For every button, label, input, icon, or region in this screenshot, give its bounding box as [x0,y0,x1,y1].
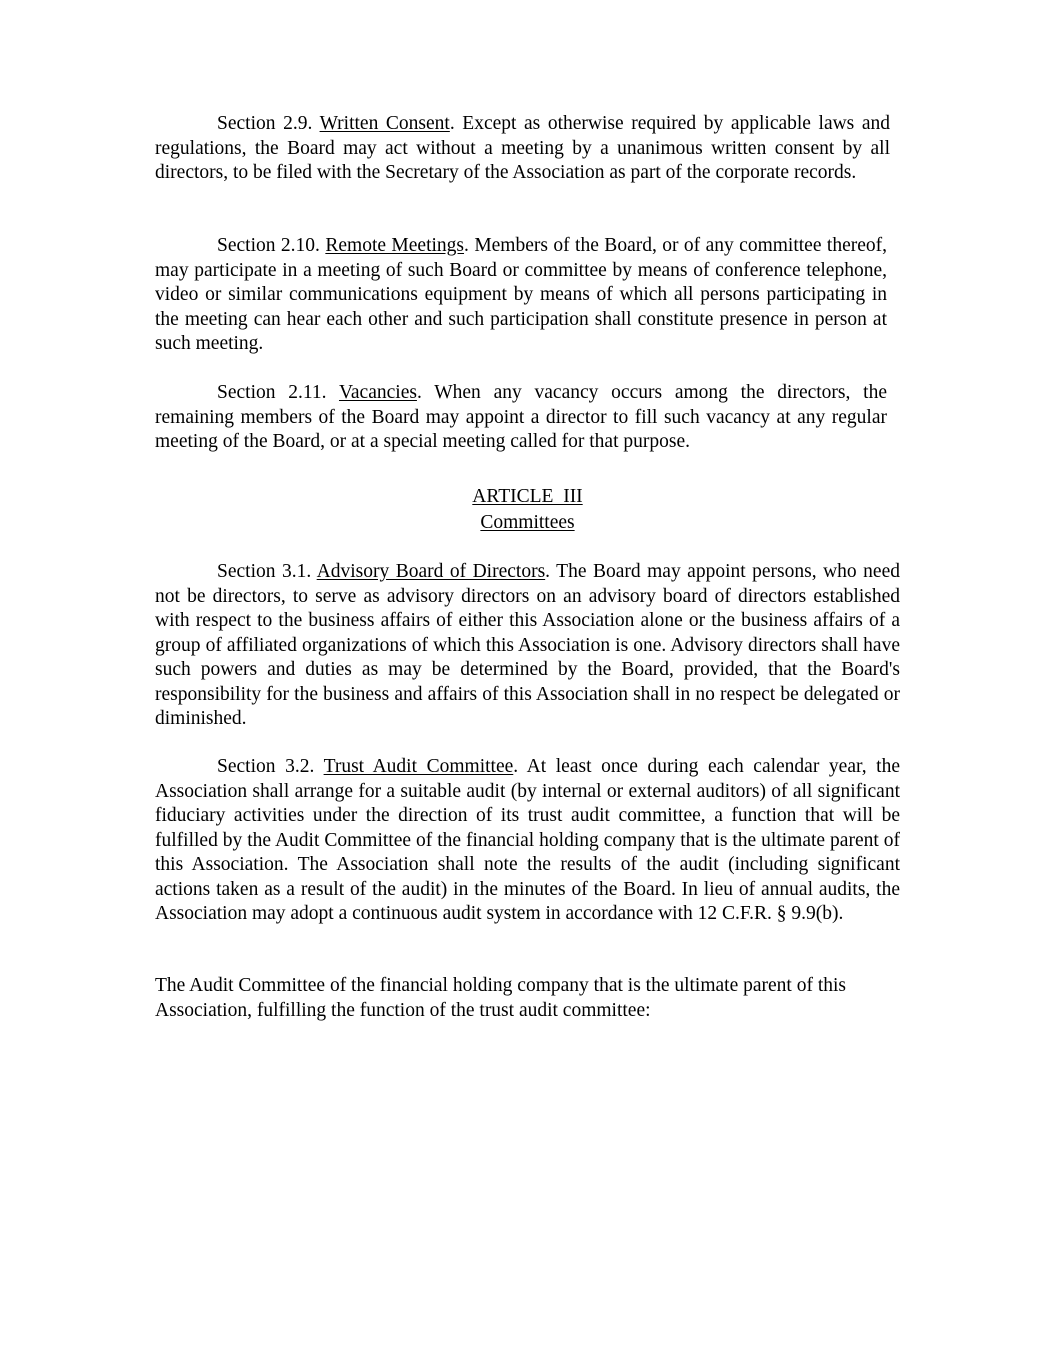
section-3-1-body: . The Board may appoint persons, who need not be directors, to serve as advisory directors on an advisory board of directors established with respect to the business affairs of either this Association alone or the business affairs of a group of affiliated organizations of which this Association is one. Advisory directors shall have such powers and duties as may be determined by the Board, provided, that the Board's responsibility for the business and affairs of this Association shall in no respect be delegated or diminished. [155,561,900,729]
section-3-1-title: Advisory Board of Directors [316,561,546,582]
section-2-10 [155,234,887,357]
article-label-text: ARTICLE III [472,486,583,507]
article-title [0,510,1055,536]
article-title-text: Committees [480,512,575,533]
section-3-2 [155,755,900,927]
section-2-10-number: Section 2.10. [217,235,320,256]
section-3-2-body: . At least once during each calendar year, the Association shall arrange for a suitable audit (by internal or external auditors) of all significant fiduciary activities under the direction of its trust audit committee, a function that will be fulfilled by the Audit Committee of the financial holding company that is the ultimate parent of this Association. The Association shall note the results of the audit (including significant actions taken as a result of the audit) in the minutes of the Board. In lieu of annual audits, the Association may adopt a continuous audit system in accordance with 12 C.F.R. § 9.9(b). [155,756,900,924]
article-label [0,484,1055,510]
section-2-11-body: . When any vacancy occurs among the directors, the remaining members of the Board may appoint a director to fill such vacancy at any regular meeting of the Board, or at a special meeting called for that purpose. [155,382,887,452]
closing-paragraph: The Audit Committee of the financial holding company that is the ultimate parent of this Association, fulfilling the function of the trust audit committee: [155,975,847,1021]
section-2-11-number: Section 2.11. [217,382,327,403]
section-2-9-number: Section 2.9. [217,113,313,134]
section-2-11-title: Vacancies [338,382,417,403]
section-2-9 [155,112,890,186]
section-2-9-title: Written Consent [319,113,450,134]
section-2-10-body: . Members of the Board, or of any committee thereof, may participate in a meeting of such Board or committee by means of conference telephone, video or similar communications equipment by means of which all persons participating in the meeting can hear each other and such participation shall constitute presence in person at such meeting. [155,235,888,354]
section-3-2-title: Trust Audit Committee [323,756,514,777]
section-2-11 [155,381,887,455]
section-3-1-number: Section 3.1. [217,561,312,582]
section-3-2-number: Section 3.2. [217,756,315,777]
section-2-9-body: . Except as otherwise required by applicable laws and regulations, the Board may act without a meeting by a unanimous written consent by all directors, to be filed with the Secretary of the Association as part of the corporate records. [155,113,891,183]
section-3-1 [155,560,900,732]
section-2-10-title: Remote Meetings [325,235,465,256]
